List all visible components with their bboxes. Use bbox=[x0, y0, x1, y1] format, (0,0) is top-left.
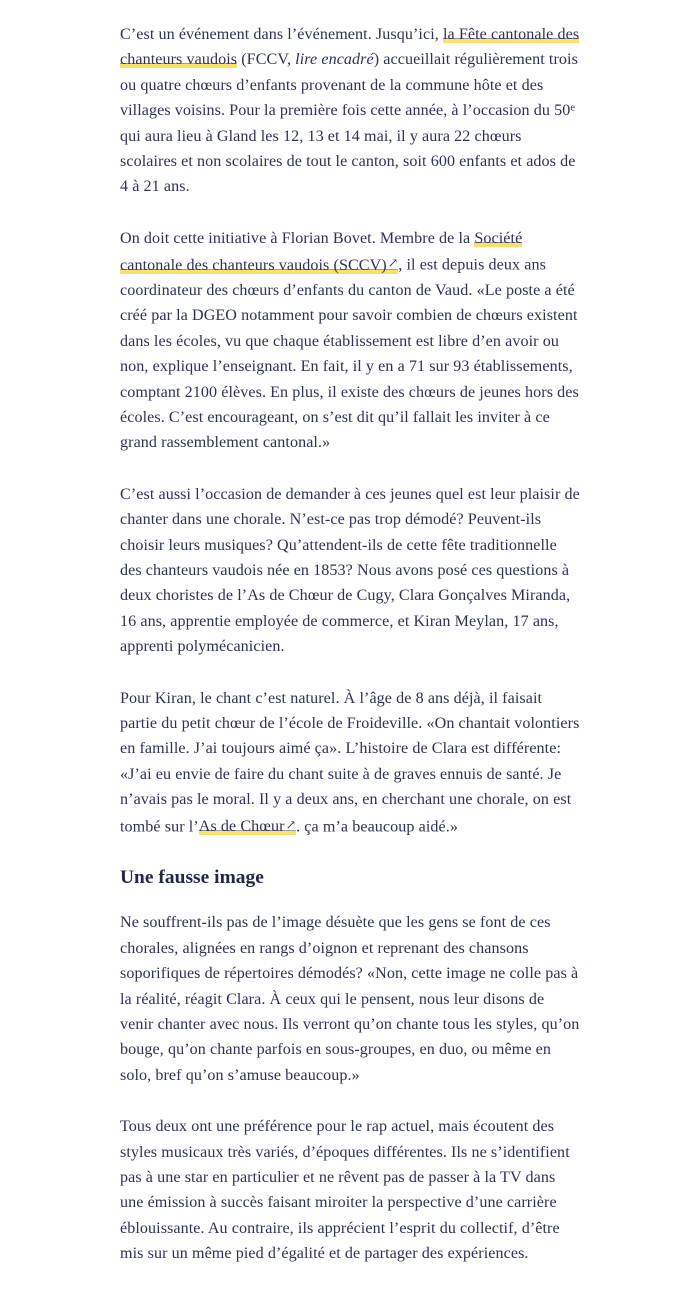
paragraph-1-text-after-link-3: qui aura lieu à Gland les 12, 13 et 14 mai, il y aura 22 chœurs scolaires et non scolaires de tout le canton, soit 600 enfants et ados de 4 à 21 ans. bbox=[120, 127, 576, 196]
paragraph-1 bbox=[120, 22, 580, 200]
italic-lire-encadre: lire encadré bbox=[295, 51, 374, 69]
ordinal-suffix: e bbox=[570, 102, 576, 114]
link-label: Société cantonale des chanteurs vaudois (SCCV) bbox=[120, 229, 523, 274]
paragraph-1-text-before-link: C’est un événement dans l’événement. Jusqu’ici, bbox=[120, 26, 443, 43]
article-body bbox=[120, 0, 580, 1293]
external-link-icon: ↗ bbox=[387, 256, 399, 271]
paragraph-2-text-after-link: , il est depuis deux ans coordinateur des chœurs d’enfants du canton de Vaud. «Le poste a été créé par la DGEO notamment pour savoir combien de chœurs existent dans les écoles, vu que chaque établissement est libre d’en avoir ou non, explique l’enseignant. En fait, il y en a 71 sur 93 établissements, comptant 2100 élèves. En plus, il existe des chœurs de jeunes hors des écoles. C’est encourageant, on s’est dit qu’il fallait les inviter à ce grand rassemblement cantonal.» bbox=[120, 256, 579, 452]
paragraph-2-text-before-link: On doit cette initiative à Florian Bovet. Membre de la bbox=[120, 229, 475, 247]
external-link-icon: ↗ bbox=[285, 817, 297, 832]
link-as-de-choeur[interactable] bbox=[199, 818, 296, 836]
paragraph-4 bbox=[120, 686, 580, 840]
paragraph-1-text-after-link-2: ) accueillait régulièrement trois ou quatre chœurs d’enfants provenant de la commune hôte et des villages voisins. Pour la première fois cette année, à l’occasion du 50 bbox=[120, 51, 578, 120]
link-label: la Fête cantonale des chanteurs vaudois bbox=[120, 26, 580, 69]
paragraph-4-text-after-link: . ça m’a beaucoup aidé.» bbox=[296, 817, 458, 835]
paragraph-2 bbox=[120, 226, 580, 456]
section-heading-une-fausse-image: Une fausse image bbox=[120, 867, 264, 889]
paragraph-5: Ne souffrent-ils pas de l’image désuète que les gens se font de ces chorales, alignées en rangs d’oignon et reprenant des chansons soporifiques de répertoires démodés? «Non, cette image ne colle pas à la réalité, réagit Clara. À ceux qui le pensent, nous leur disons de venir chanter avec nous. Ils verront qu’on chante tous les styles, qu’on bouge, qu’on chante parfois en sous-groupes, en duo, ou même en solo, bref qu’on s’amuse beaucoup.» bbox=[120, 914, 580, 1084]
paragraph-1-text-after-link-1: (FCCV, bbox=[237, 51, 296, 69]
paragraph-6: Tous deux ont une préférence pour le rap actuel, mais écoutent des styles musicaux très variés, d’époques différentes. Ils ne s’identifient pas à une star en particulier et ne rêvent pas de passer à la TV dans une émission à succès faisant miroiter la perspective d’une carrière éblouissante. Au contraire, ils apprécient l’esprit du collectif, d’être mis sur un même pied d’égalité et de partager des expériences. bbox=[120, 1118, 570, 1263]
paragraph-3: C’est aussi l’occasion de demander à ces jeunes quel est leur plaisir de chanter dans une chorale. N’est-ce pas trop démodé? Peuvent-ils choisir leurs musiques? Qu’attendent-ils de cette fête traditionnelle des chanteurs vaudois née en 1853? Nous avons posé ces questions à deux choristes de l’As de Chœur de Cugy, Clara Gonçalves Miranda, 16 ans, apprentie employée de commerce, et Kiran Meylan, 17 ans, apprenti polymécanicien. bbox=[120, 485, 580, 656]
link-label: As de Chœur bbox=[198, 817, 285, 835]
paragraph-4-text-before-link: Pour Kiran, le chant c’est naturel. À l’âge de 8 ans déjà, il faisait partie du petit chœur de l’école de Froideville. «On chantait volontiers en famille. J’ai toujours aimé ça». L’histoire de Clara est différente: «J’ai eu envie de faire du chant suite à de graves ennuis de santé. Je n’avais pas le moral. Il y a deux ans, en cherchant une chorale, on est tombé sur l’ bbox=[120, 689, 580, 835]
